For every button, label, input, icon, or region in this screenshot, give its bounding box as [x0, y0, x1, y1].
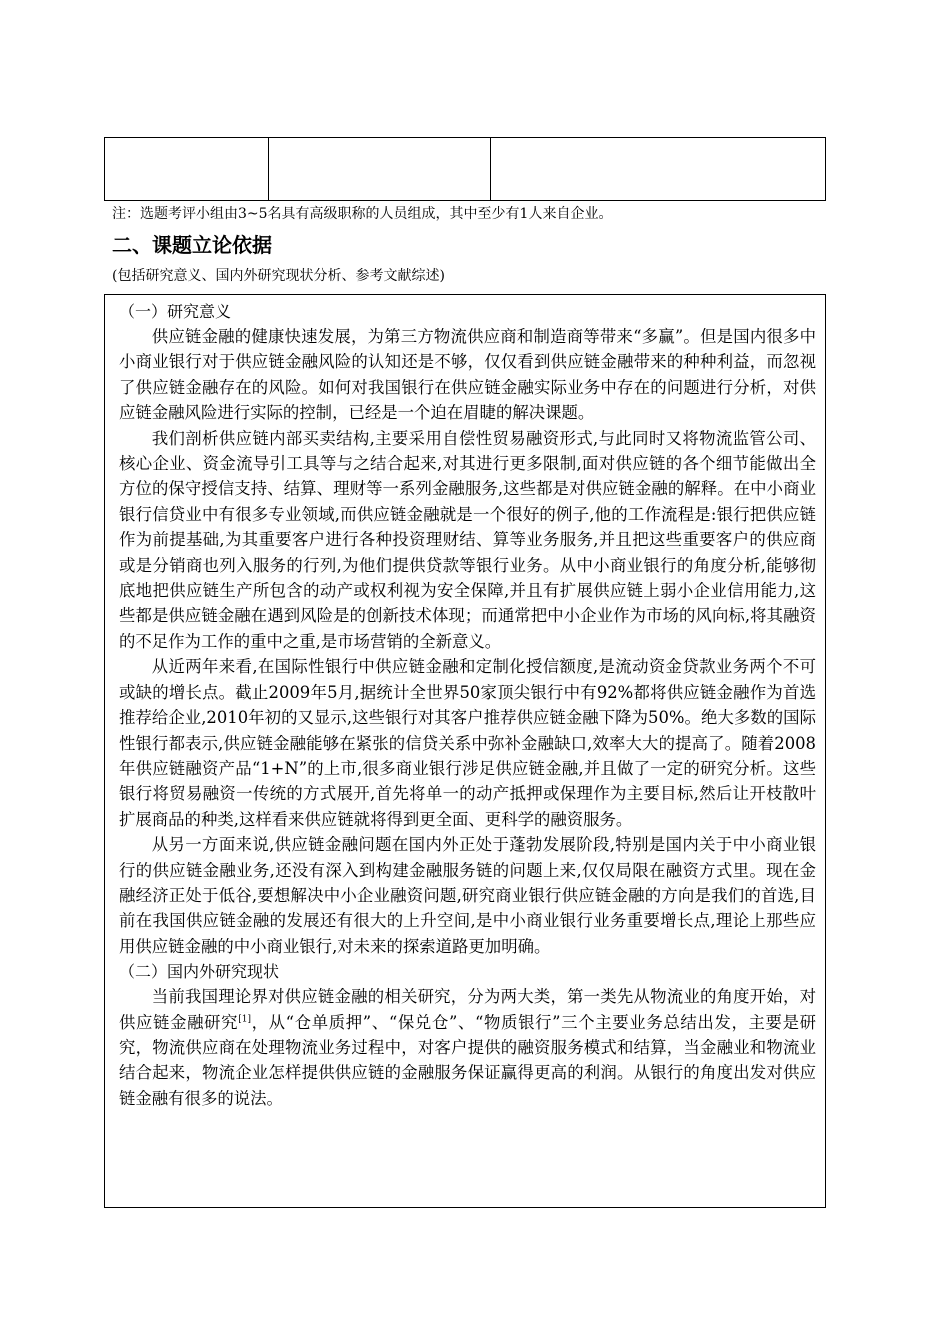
- heading-research-status: （二）国内外研究现状: [119, 962, 280, 982]
- paragraph: 供应链金融的健康快速发展，为第三方物流供应商和制造商等带来“多赢”。但是国内很多中小商业银行对于供应链金融风险的认知还是不够，仅仅看到供应链金融带来的种种利益，而忽视了供应链金融存在的风险。如何对我国银行在供应链金融实际业务中存在的问题进行分析，对供应链金融风险进行实际的控制，已经是一个迫在眉睫的解决课题。: [119, 327, 816, 423]
- table-cell: [491, 138, 825, 200]
- signature-table: [104, 137, 826, 201]
- content-box: [104, 294, 826, 1208]
- heading-research-significance: （一）研究意义: [119, 302, 232, 321]
- paragraph-text: 当前我国理论界对供应链金融的相关研究，分为两大类，第一类先从物流业的角度开始，对供应链金融研究: [119, 987, 816, 1032]
- paragraph: 从近两年来看,在国际性银行中供应链金融和定制化授信额度,是流动资金贷款业务两个不可或缺的增长点。截止2009年5月,据统计全世界50家顶尖银行中有92%都将供应链金融作为首选推荐给企业,2010年初的又显示,这些银行对其客户推荐供应链金融下降为50%。绝大多数的国际性银行都表示,供应链金融能够在紧张的信贷关系中弥补金融缺口,效率大大的提高了。随着2008年供应链融资产品“1+N”的上市,很多商业银行涉足供应链金融,并且做了一定的研究分析。这些银行将贸易融资一传统的方式展开,首先将单一的动产抵押或保理作为主要目标,然后让开枝散叶扩展商品的种类,这样看来供应链就将得到更全面、更科学的融资服务。: [119, 657, 816, 829]
- citation-mark: [1]: [238, 1014, 251, 1025]
- paragraph: 从另一方面来说,供应链金融问题在国内外正处于蓬勃发展阶段,特别是国内关于中小商业银行的供应链金融业务,还没有深入到构建金融服务链的问题上来,仅仅局限在融资方式里。现在金融经济正处于低谷,要想解决中小企业融资问题,研究商业银行供应链金融的方向是我们的首选,目前在我国供应链金融的发展还有很大的上升空间,是中小商业银行业务重要增长点,理论上那些应用供应链金融的中小商业银行,对未来的探索道路更加明确。: [119, 835, 816, 956]
- paragraph: [119, 984, 816, 1111]
- section-subtitle: (包括研究意义、国内外研究现状分析、参考文献综述): [112, 268, 445, 284]
- table-cell: [105, 138, 269, 200]
- paragraph-text: ，从“仓单质押”、“保兑仓”、“物质银行”三个主要业务总结出发，主要是研究，物流供应商在处理物流业务过程中，对客户提供的融资服务模式和结算，当金融业和物流业结合起来，物流企业怎样提供供应链的金融服务保证赢得更高的利润。从银行的角度出发对供应链金融有很多的说法。: [119, 1012, 816, 1108]
- paragraph: 我们剖析供应链内部买卖结构,主要采用自偿性贸易融资形式,与此同时又将物流监管公司、核心企业、资金流导引工具等与之结合起来,对其进行更多限制,面对供应链的各个细节能做出全方位的保守授信支持、结算、理财等一系列金融服务,这些都是对供应链金融的解释。在中小商业银行信贷业中有很多专业领域,而供应链金融就是一个很好的例子,他的工作流程是:银行把供应链作为前提基础,为其重要客户进行各种投资理财结、算等业务服务,并且把这些重要客户的供应商或是分销商也列入服务的行列,为他们提供贷款等银行业务。从中小商业银行的角度分析,能够彻底地把供应链生产所包含的动产或权利视为安全保障,并且有扩展供应链上弱小企业信用能力,这些都是供应链金融在遇到风险是的创新技术体现；而通常把中小企业作为市场的风向标,将其融资的不足作为工作的重中之重,是市场营销的全新意义。: [119, 428, 816, 651]
- committee-note: 注：选题考评小组由3~5名具有高级职称的人员组成，其中至少有1人来自企业。: [112, 206, 613, 222]
- table-cell: [269, 138, 491, 200]
- section-title: 二、课题立论依据: [112, 233, 272, 257]
